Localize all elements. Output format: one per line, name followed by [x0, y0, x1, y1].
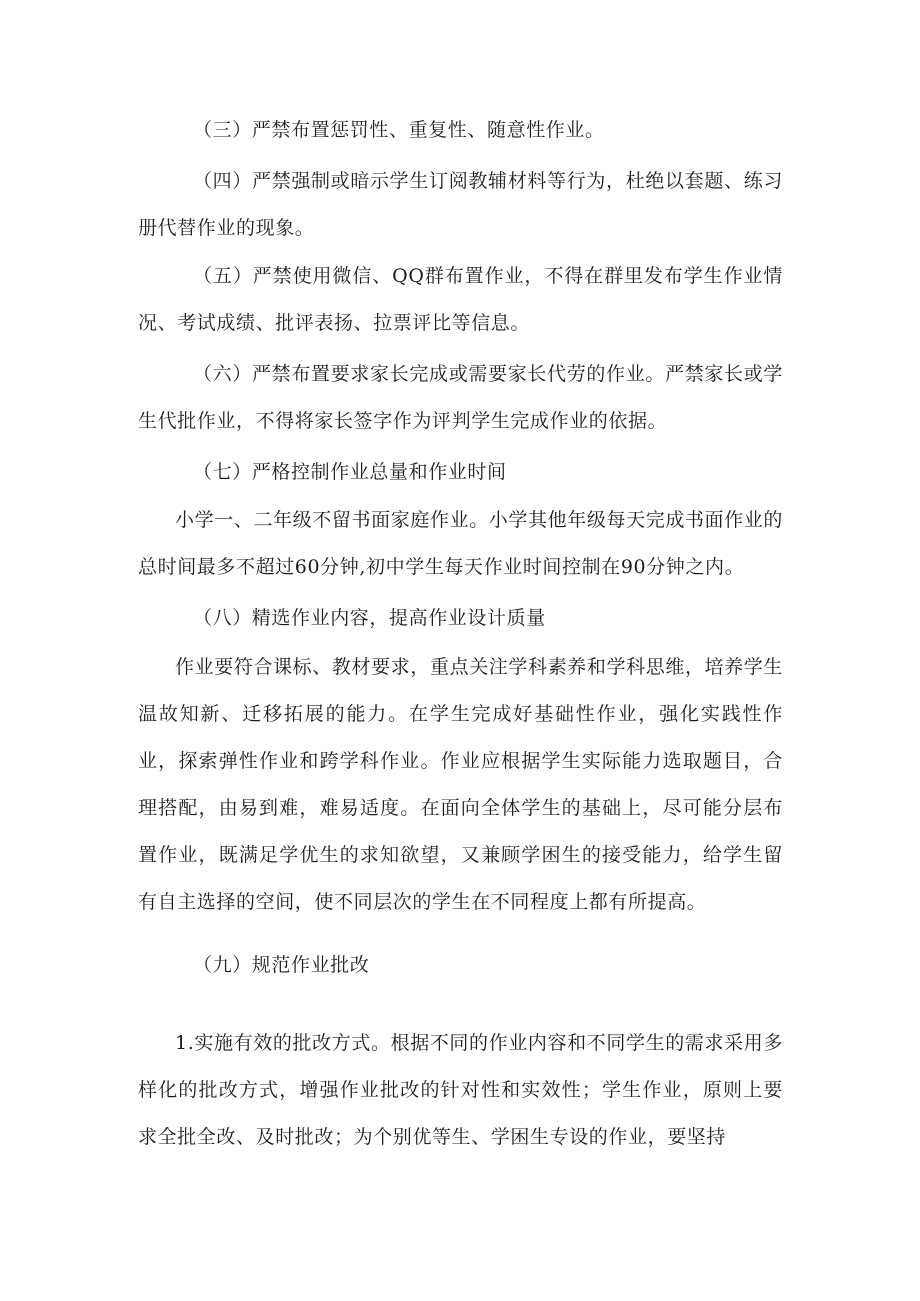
paragraph-7-body: 小学一、二年级不留书面家庭作业。小学其他年级每天完成书面作业的总时间最多不超过60分钟,初中学生每天作业时间控制在90分钟之内。	[138, 509, 783, 578]
paragraph-4: （四）严禁强制或暗示学生订阅教辅材料等行为，杜绝以套题、练习册代替作业的现象。	[138, 170, 783, 239]
paragraph-9-heading: （九）规范作业批改	[193, 954, 370, 976]
paragraph-8-heading: （八）精选作业内容，提高作业设计质量	[193, 607, 546, 629]
paragraph-7-heading: （七）严格控制作业总量和作业时间	[193, 461, 507, 483]
paragraph-8-body: 作业要符合课标、教材要求，重点关注学科素养和学科思维，培养学生温故知新、迁移拓展的能力。在学生完成好基础性作业，强化实践性作业，探索弹性作业和跨学科作业。作业应根据学生实际能力选取题目，合理搭配，由易到难，难易适度。在面向全体学生的基础上，尽可能分层布置作业，既满足学优生的求知欲望，又兼顾学困生的接受能力，给学生留有自主选择的空间，使不同层次的学生在不同程度上都有所提高。	[138, 656, 783, 913]
paragraph-5: （五）严禁使用微信、QQ群布置作业，不得在群里发布学生作业情况、考试成绩、批评表扬、拉票评比等信息。	[138, 265, 783, 334]
paragraph-6: （六）严禁布置要求家长完成或需要家长代劳的作业。严禁家长或学生代批作业，不得将家长签字作为评判学生完成作业的依据。	[138, 363, 783, 432]
paragraph-3: （三）严禁布置惩罚性、重复性、随意性作业。	[193, 119, 605, 141]
paragraph-9-item-1: 1.实施有效的批改方式。根据不同的作业内容和不同学生的需求采用多样化的批改方式，增强作业批改的针对性和实效性；学生作业，原则上要求全批全改、及时批改；为个别优等生、学困生专设的作业，要坚持	[138, 1032, 783, 1148]
